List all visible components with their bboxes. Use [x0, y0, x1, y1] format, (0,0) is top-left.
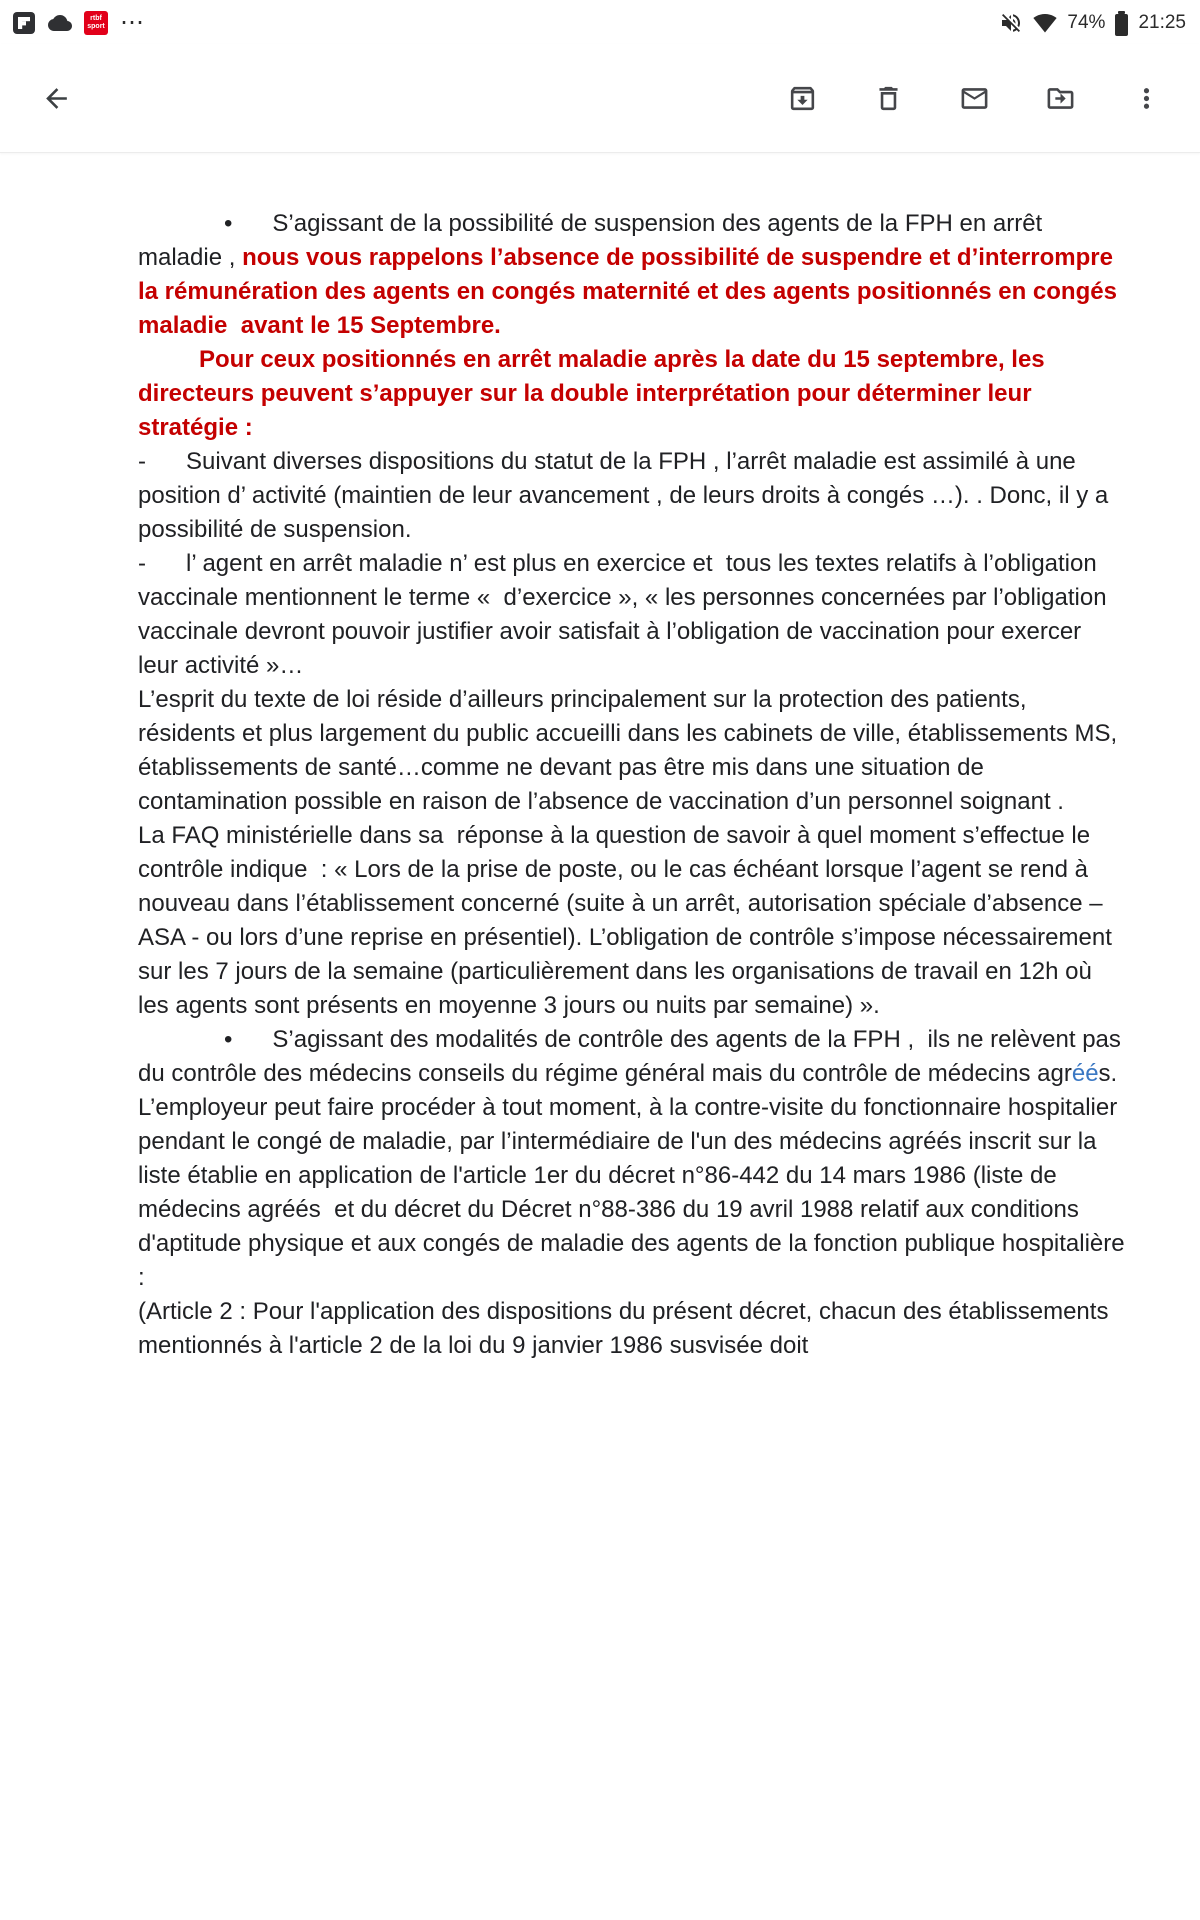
paragraph-modalites-controle — [138, 1023, 1127, 1091]
delete-button[interactable] — [870, 80, 906, 116]
para7-blue-text: éé — [1071, 1060, 1099, 1087]
paragraph-double-interpretation: Pour ceux positionnés en arrêt maladie après la date du 15 septembre, les directeurs peuvent s’appuyer sur la double interprétation pour déterminer leur stratégie : — [138, 346, 1052, 441]
para7-black-text-2: s. — [1098, 1060, 1118, 1087]
clock: 21:25 — [1138, 12, 1186, 33]
wifi-icon — [1033, 11, 1057, 35]
battery-percent: 74% — [1067, 12, 1106, 33]
mark-unread-button[interactable] — [956, 80, 992, 116]
email-body — [0, 153, 1200, 1363]
paragraph-statut-fph: - Suivant diverses dispositions du statut de la FPH , l’arrêt maladie est assimilé à une position d’ activité (maintien de leur avancement , de leurs droits à congés …). . Donc, il y a possibilité de suspension. — [138, 448, 1115, 543]
rtbf-sport-badge — [84, 11, 108, 35]
more-options-button[interactable] — [1128, 80, 1164, 116]
para1-red-text: nous vous rappelons l’absence de possibilité de suspendre et d’interrompre la rémunération des agents en congés maternité et des agents positionnés en congés maladie avant le 15 Septembre. — [138, 244, 1124, 339]
rtbf-badge-line2: sport — [87, 23, 105, 30]
back-button[interactable] — [38, 80, 74, 116]
paragraph-employeur-contre-visite: L’employeur peut faire procéder à tout moment, à la contre-visite du fonctionnaire hospitalier pendant le congé de maladie, par l’intermédiaire de l'un des médecins agréés inscrit sur la liste établie en application de l'article 1er du décret n°86-442 du 14 mars 1986 (liste de médecins agréés et du décret du Décret n°88-386 du 19 avril 1988 relatif aux conditions d'aptitude physique et aux congés de maladie des agents de la fonction publique hospitalière : — [138, 1094, 1132, 1291]
paragraph-esprit-du-texte: L’esprit du texte de loi réside d’ailleurs principalement sur la protection des patients, résidents et plus largement du public accueilli dans les cabinets de ville, établissements MS, établissements de santé…comme ne devant pas être mis dans une situation de contamination possible en raison de l’absence de vaccination d’un personnel soignant . — [138, 686, 1124, 815]
email-toolbar-actions — [784, 80, 1164, 116]
more-notifications-icon: ⋯ — [120, 9, 144, 36]
paragraph-agent-exercice: - l’ agent en arrêt maladie n’ est plus en exercice et tous les textes relatifs à l’obligation vaccinale mentionnent le terme « d’exercice », « les personnes concernées par l’obligation vaccinale devront pouvoir justifier avoir satisfait à l’obligation de vaccination pour exercer leur activité »… — [138, 550, 1114, 679]
battery-icon — [1115, 14, 1128, 36]
cloud-icon — [48, 11, 72, 35]
rtbf-badge-line1: rtbf — [90, 15, 102, 22]
email-toolbar — [0, 44, 1200, 153]
para7-black-text-1: • S’agissant des modalités de contrôle des agents de la FPH , ils ne relèvent pas du contrôle des médecins conseils du régime général mais du contrôle de médecins agr — [138, 1026, 1128, 1087]
para1-black-text: • S’agissant de la possibilité de suspension des agents de la FPH en arrêt maladie , — [138, 210, 1049, 271]
paragraph-faq-ministerielle: La FAQ ministérielle dans sa réponse à la question de savoir à quel moment s’effectue le contrôle indique : « Lors de la prise de poste, ou le cas échéant lorsque l’agent se rend à nouveau dans l’établissement concerné (suite à un arrêt, autorisation spéciale d’absence – ASA - ou lors d’une reprise en présentiel). L’obligation de contrôle s’impose nécessairement sur les 7 jours de la semaine (particulièrement dans les organisations de travail en 12h où les agents sont présents en moyenne 3 jours ou nuits par semaine) ». — [138, 822, 1119, 1019]
paragraph-article-2: (Article 2 : Pour l'application des dispositions du présent décret, chacun des établissements mentionnés à l'article 2 de la loi du 9 janvier 1986 susvisée doit — [138, 1298, 1116, 1359]
envelope-icon — [959, 83, 990, 114]
archive-button[interactable] — [784, 80, 820, 116]
flipboard-icon — [12, 11, 36, 35]
archive-icon — [787, 83, 818, 114]
status-bar — [0, 0, 1200, 44]
back-arrow-icon — [41, 83, 72, 114]
volume-muted-icon — [999, 11, 1023, 35]
status-bar-notifications — [12, 11, 144, 35]
trash-icon — [873, 83, 904, 114]
status-bar-system — [999, 11, 1186, 36]
paragraph-suspension-fph — [138, 207, 1127, 343]
folder-move-icon — [1045, 83, 1076, 114]
move-to-button[interactable] — [1042, 80, 1078, 116]
overflow-menu-icon — [1131, 83, 1162, 114]
